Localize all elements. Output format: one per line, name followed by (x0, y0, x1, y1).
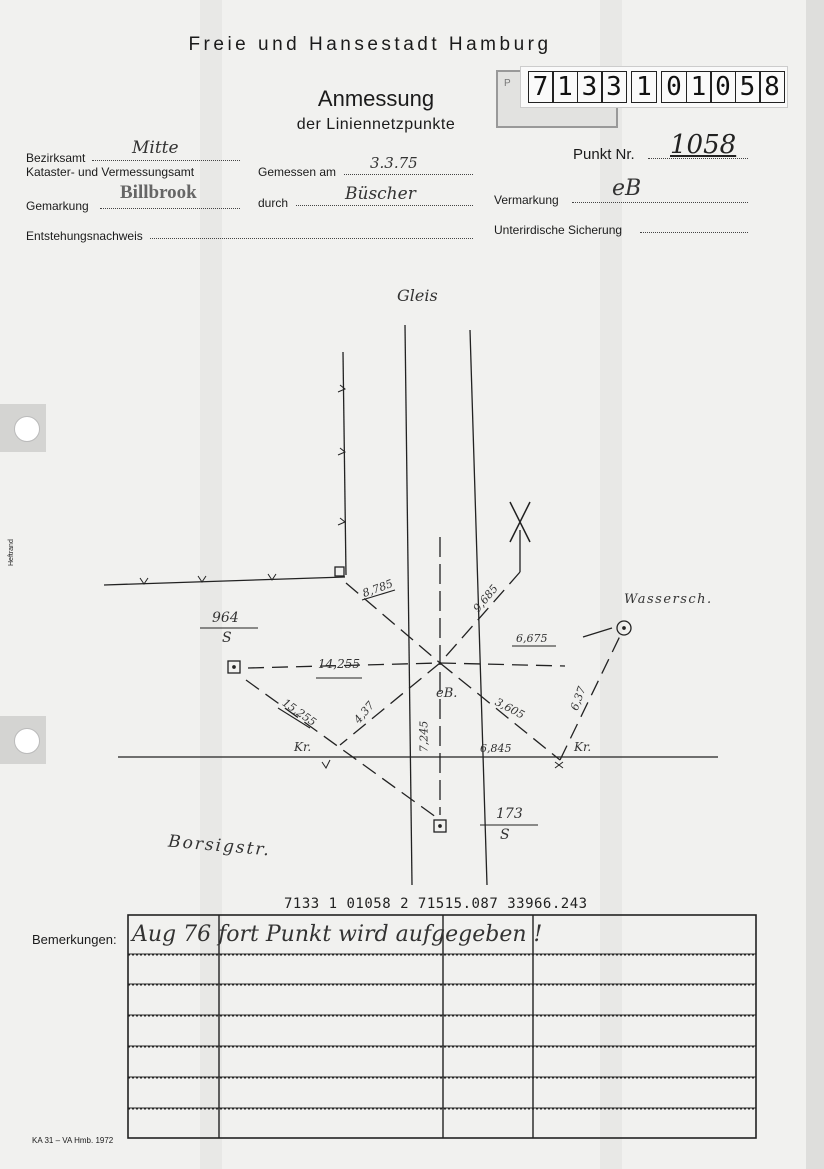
point-173-number: 173 (496, 806, 523, 822)
bezirksamt-value: Mitte (132, 138, 179, 158)
kataster-label: Kataster- und Vermessungsamt (26, 165, 195, 179)
measurement-label: 9,685 (470, 582, 501, 615)
durch-label: durch (258, 196, 289, 210)
wassersch-label: Wassersch. (624, 592, 713, 607)
page-title: Freie und Hansestadt Hamburg (188, 34, 552, 55)
punkt-value: 1058 (670, 130, 737, 160)
number-digit: 5 (735, 71, 761, 103)
measurement-label: 3,605 (492, 695, 527, 722)
gemarkung-label: Gemarkung (26, 199, 89, 213)
durch-value: Büscher (345, 184, 416, 204)
measurement-label: 6,675 (516, 632, 548, 645)
gemarkung-value: Billbrook (120, 182, 197, 203)
number-digit: 7 (528, 71, 554, 103)
point-964-sub: S (222, 630, 232, 646)
entstehung-label: Entstehungsnachweis (26, 229, 143, 243)
margin-label: Heftrand (8, 539, 15, 566)
measurement-label: 6,845 (480, 742, 512, 755)
point-964-number: 964 (212, 610, 239, 626)
measurement-label: 7,245 (417, 720, 431, 753)
number-digit: 3 (601, 71, 627, 103)
number-digit: 1 (552, 71, 578, 103)
number-digit: 1 (631, 71, 657, 103)
measurement-label: 15,255 (279, 696, 319, 729)
eb-label: eB. (436, 686, 458, 701)
number-digit: 1 (686, 71, 712, 103)
unterirdisch-label: Unterirdische Sicherung (494, 223, 623, 237)
vermarkung-label: Vermarkung (494, 193, 559, 207)
form-heading: Anmessung (317, 86, 435, 111)
measurement-label: 8,785 (360, 577, 395, 600)
vermarkung-value: eB (612, 176, 642, 201)
kr-left-label: Kr. (294, 740, 312, 754)
form-code: KA 31 – VA Hmb. 1972 (32, 1136, 114, 1145)
stamp-text: P (504, 78, 511, 89)
gemessen-value: 3.3.75 (370, 154, 418, 172)
coordinates-line: 7133 1 01058 2 71515.087 33966.243 (284, 896, 588, 912)
measurement-label: 14,255 (318, 657, 360, 671)
point-173-sub: S (500, 827, 510, 843)
number-digit: 8 (759, 71, 785, 103)
number-digit: 3 (577, 71, 603, 103)
borsig-label: Borsigstr. (167, 831, 272, 861)
measurement-label: 6,37 (567, 684, 589, 713)
punkt-label: Punkt Nr. (573, 146, 635, 163)
kr-right-label: Kr. (574, 740, 592, 754)
form-subheading: der Liniennetzpunkte (296, 116, 456, 133)
number-digit: 0 (710, 71, 736, 103)
number-digit: 0 (661, 71, 687, 103)
measurement-label: 4,37 (351, 698, 378, 727)
remark-entry: Aug 76 fort Punkt wird aufgegeben ! (132, 922, 543, 947)
gleis-label: Gleis (397, 286, 438, 305)
gemessen-label: Gemessen am (258, 165, 337, 179)
remarks-label: Bemerkungen: (32, 932, 117, 947)
bezirksamt-label: Bezirksamt (26, 151, 86, 165)
